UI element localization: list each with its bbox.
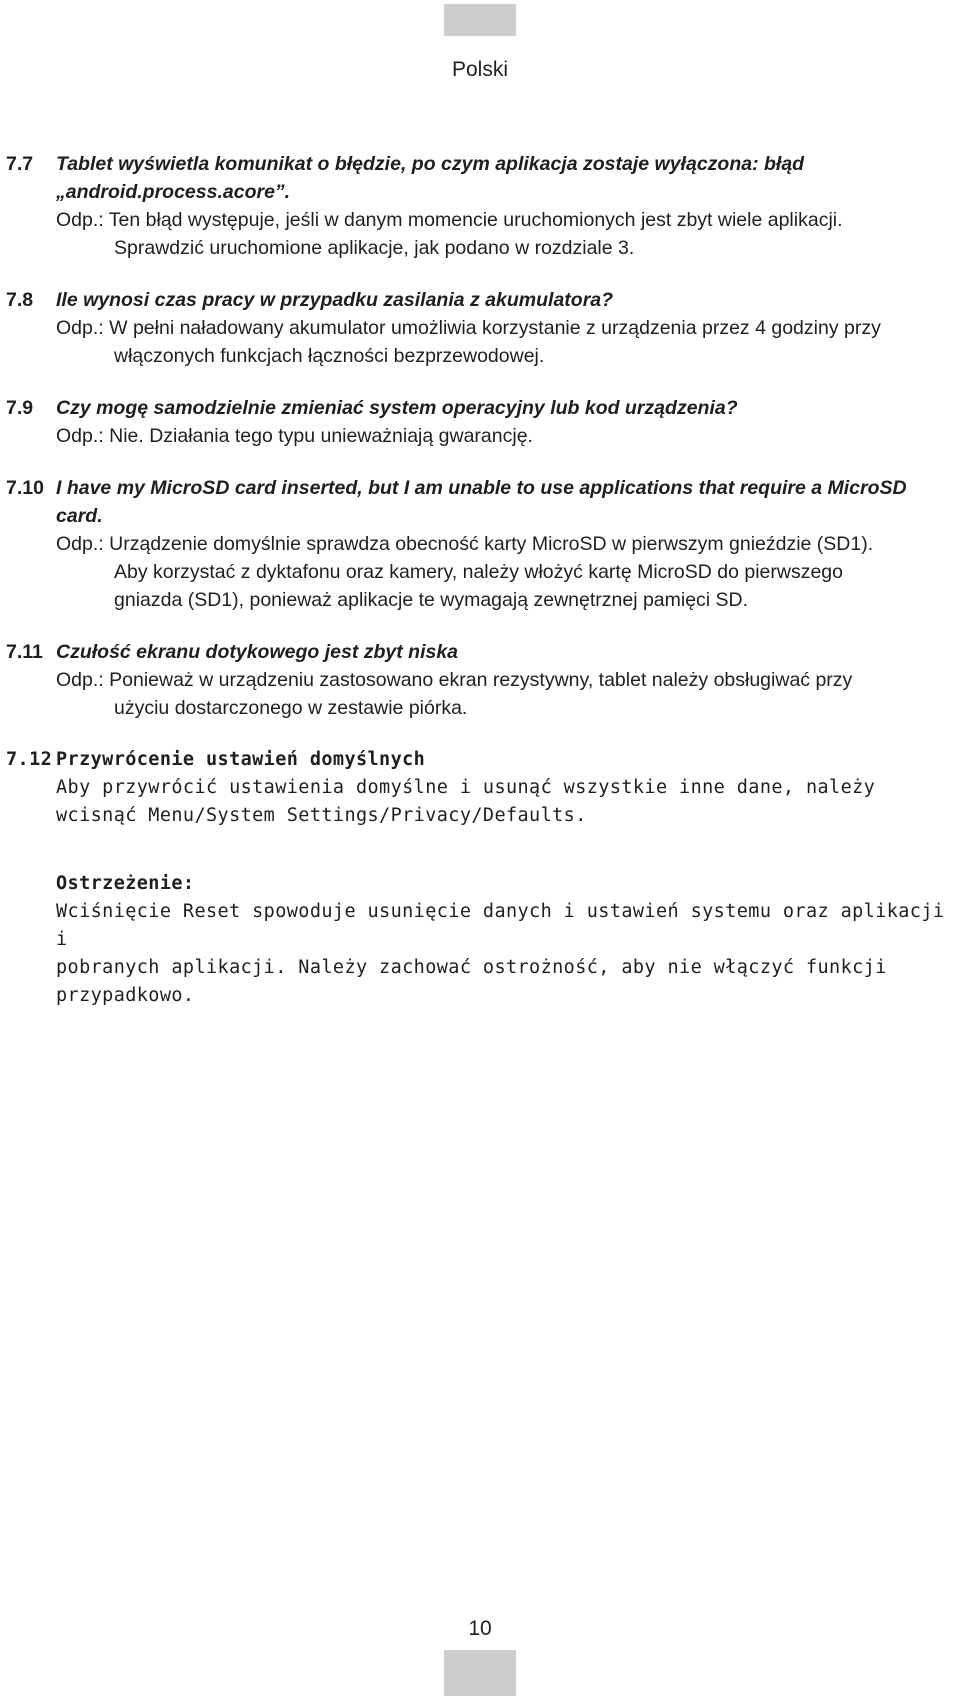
page-header-language: Polski <box>451 58 509 81</box>
page-number: 10 <box>468 1617 492 1640</box>
answer-text: Nie. Działania tego typu unieważniają gwarancję. <box>109 425 533 447</box>
faq-answer <box>6 314 956 342</box>
answer-continuation: gniazda (SD1), ponieważ aplikacje te wymagają zewnętrznej pamięci SD. <box>114 589 749 611</box>
faq-item-7-10 <box>6 474 956 614</box>
faq-item-7-9 <box>6 394 956 450</box>
document-body <box>6 150 956 1010</box>
section-number: 7.12 <box>6 749 53 770</box>
warning-line: przypadkowo. <box>56 985 195 1006</box>
faq-answer <box>6 206 956 234</box>
answer-continuation: Sprawdzić uruchomione aplikacje, jak podano w rozdziale 3. <box>114 237 635 259</box>
section-title: Przywrócenie ustawień domyślnych <box>56 749 426 770</box>
section-reset-defaults <box>6 746 956 1010</box>
page-tab-top <box>444 4 516 36</box>
answer-prefix: Odp.: <box>56 669 104 691</box>
faq-answer <box>6 422 956 450</box>
answer-continuation: Aby korzystać z dyktafonu oraz kamery, należy włożyć kartę MicroSD do pierwszego <box>114 561 843 583</box>
faq-question: Czy mogę samodzielnie zmieniać system operacyjny lub kod urządzenia? <box>56 397 738 419</box>
answer-text: Ponieważ w urządzeniu zastosowano ekran rezystywny, tablet należy obsługiwać przy <box>109 669 853 691</box>
faq-question: Tablet wyświetla komunikat o błędzie, po czym aplikacja zostaje wyłączona: błąd „android.process.acore”. <box>56 153 805 203</box>
answer-prefix: Odp.: <box>56 209 104 231</box>
faq-answer <box>6 666 956 694</box>
faq-answer <box>6 530 956 558</box>
answer-text: Urządzenie domyślnie sprawdza obecność karty MicroSD w pierwszym gnieździe (SD1). <box>109 533 874 555</box>
reset-line: wcisnąć Menu/System Settings/Privacy/Defaults. <box>56 805 587 826</box>
faq-number: 7.9 <box>6 397 34 419</box>
answer-continuation: włączonych funkcjach łączności bezprzewodowej. <box>114 345 545 367</box>
warning-title: Ostrzeżenie: <box>56 873 195 894</box>
answer-prefix: Odp.: <box>56 533 104 555</box>
warning-line: Wciśnięcie Reset spowoduje usunięcie danych i ustawień systemu oraz aplikacji i <box>56 901 945 950</box>
faq-number: 7.7 <box>6 153 34 175</box>
answer-text: Ten błąd występuje, jeśli w danym momencie uruchomionych jest zbyt wiele aplikacji. <box>108 209 843 231</box>
page-tab-bottom <box>444 1650 516 1696</box>
answer-continuation: użyciu dostarczonego w zestawie piórka. <box>114 697 468 719</box>
answer-prefix: Odp.: <box>56 317 104 339</box>
answer-prefix: Odp.: <box>56 425 104 447</box>
warning-line: pobranych aplikacji. Należy zachować ostrożność, aby nie włączyć funkcji <box>56 957 887 978</box>
faq-item-7-7 <box>6 150 956 262</box>
faq-item-7-11 <box>6 638 956 722</box>
reset-line: Aby przywrócić ustawienia domyślne i usunąć wszystkie inne dane, należy <box>56 777 876 798</box>
faq-number: 7.11 <box>6 641 43 663</box>
faq-question: Czułość ekranu dotykowego jest zbyt niska <box>56 641 459 663</box>
answer-text: W pełni naładowany akumulator umożliwia korzystanie z urządzenia przez 4 godziny przy <box>109 317 881 339</box>
reset-instructions <box>6 774 956 1010</box>
faq-item-7-8 <box>6 286 956 370</box>
faq-question: Ile wynosi czas pracy w przypadku zasilania z akumulatora? <box>56 289 614 311</box>
faq-number: 7.10 <box>6 477 44 499</box>
faq-question: I have my MicroSD card inserted, but I am unable to use applications that require a MicroSD card. <box>56 477 907 527</box>
faq-number: 7.8 <box>6 289 34 311</box>
